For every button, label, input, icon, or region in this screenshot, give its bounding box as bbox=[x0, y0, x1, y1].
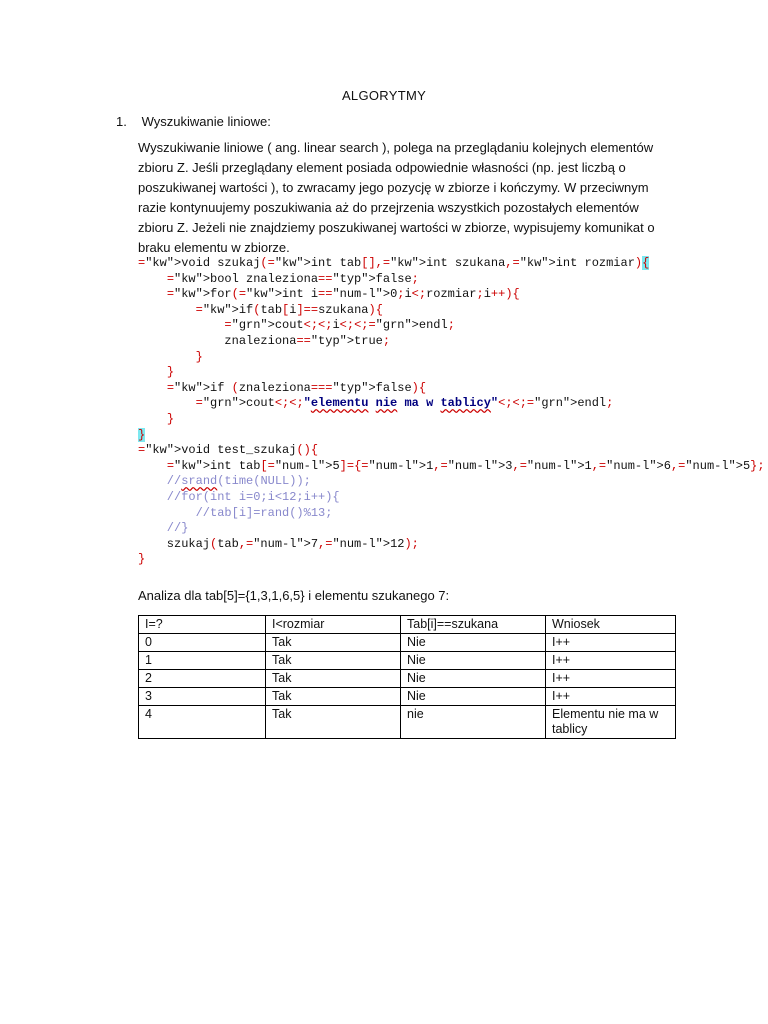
table-cell: 2 bbox=[139, 670, 266, 688]
table-header-cell: I<rozmiar bbox=[266, 616, 401, 634]
table-row bbox=[139, 688, 676, 706]
table-row bbox=[139, 652, 676, 670]
code-line: //srand(time(NULL)); bbox=[138, 474, 311, 489]
code-line: } bbox=[166, 365, 175, 380]
table-row bbox=[139, 634, 676, 652]
table-cell: 1 bbox=[139, 652, 266, 670]
table-header-cell: I=? bbox=[139, 616, 266, 634]
table-cell: Nie bbox=[401, 688, 546, 706]
code-line: ="grn">cout<;<;i<;<;="grn">endl; bbox=[224, 318, 455, 333]
paragraph-text: Wyszukiwanie liniowe ( ang. linear search ), polega na przeglądaniu kolejnych elementów zbioru Z. Jeśli przeglądany element posiada odpowiednie własności (np. jest liczbą o poszukiwanej wartości ), to zwracamy jego pozycję w zbiorze i kończymy. W przeciwnym razie kontynuujemy poszukiwania aż do przejrzenia wszystkich pozostałych elementów zbioru Z. Jeżeli nie znajdziemy poszukiwanej wartości w zbiorze, wypisujemy komunikat o braku elementu w zbiorze. bbox=[138, 140, 655, 255]
table-cell: Tak bbox=[266, 652, 401, 670]
table-cell: I++ bbox=[546, 634, 676, 652]
table-row bbox=[139, 670, 676, 688]
code-line: } bbox=[138, 427, 146, 442]
description-paragraph bbox=[138, 138, 658, 258]
table-cell: Tak bbox=[266, 688, 401, 706]
page-title: ALGORYTMY bbox=[341, 88, 427, 103]
code-line: //tab[i]=rand()%13; bbox=[138, 505, 333, 520]
table-header-cell: Tab[i]==szukana bbox=[401, 616, 546, 634]
table-cell: I++ bbox=[546, 670, 676, 688]
code-line: ="kw">bool znaleziona=="typ">false; bbox=[166, 271, 419, 286]
section-heading-text: Wyszukiwanie liniowe: bbox=[141, 114, 271, 129]
code-line: ="kw">if (znaleziona==="typ">false){ bbox=[166, 380, 427, 395]
table-cell: Nie bbox=[401, 634, 546, 652]
code-block bbox=[138, 256, 765, 568]
analysis-table bbox=[138, 615, 676, 739]
table-cell: nie bbox=[401, 706, 546, 739]
table-cell: Tak bbox=[266, 634, 401, 652]
code-line: } bbox=[195, 349, 203, 364]
code-line: ="kw">for(="kw">int i=="num-l">0;i<;rozmiar;i++){ bbox=[166, 287, 520, 302]
code-line: znaleziona=="typ">true; bbox=[138, 333, 391, 348]
table-header-cell: Wniosek bbox=[546, 616, 676, 634]
table-cell: I++ bbox=[546, 688, 676, 706]
table-cell: Nie bbox=[401, 670, 546, 688]
code-line: } bbox=[166, 411, 175, 426]
table-cell: Elementu nie ma w tablicy bbox=[546, 706, 676, 739]
code-line: ="kw">void szukaj(="kw">int tab[],="kw">int szukana,="kw">int rozmiar){ bbox=[138, 256, 650, 270]
table-cell: Nie bbox=[401, 652, 546, 670]
table-cell: 0 bbox=[139, 634, 266, 652]
code-line: ="kw">void test_szukaj(){ bbox=[138, 443, 319, 458]
analysis-caption: Analiza dla tab[5]={1,3,1,6,5} i elementu szukanego 7: bbox=[138, 588, 450, 603]
code-line: szukaj(tab,="num-l">7,="num-l">12); bbox=[138, 536, 419, 551]
section-number: 1. bbox=[116, 114, 127, 129]
table-row bbox=[139, 706, 676, 739]
table-cell: I++ bbox=[546, 652, 676, 670]
code-line: ="kw">int tab[="num-l">5]={="num-l">1,="num-l">3,="num-l">1,="num-l">6,="num-l">5}; bbox=[166, 458, 765, 473]
table-cell: 4 bbox=[139, 706, 266, 739]
table-cell: 3 bbox=[139, 688, 266, 706]
code-line: //} bbox=[138, 521, 189, 536]
code-line: //for(int i=0;i<12;i++){ bbox=[138, 489, 340, 504]
section-heading bbox=[116, 114, 271, 129]
table-header-row bbox=[139, 616, 676, 634]
code-line: } bbox=[138, 552, 146, 567]
code-line: ="kw">if(tab[i]==szukana){ bbox=[195, 302, 383, 317]
table-cell: Tak bbox=[266, 670, 401, 688]
table-cell: Tak bbox=[266, 706, 401, 739]
code-line: ="grn">cout<;<;"elementu nie ma w tablicy"<;<;="grn">endl; bbox=[195, 396, 614, 411]
